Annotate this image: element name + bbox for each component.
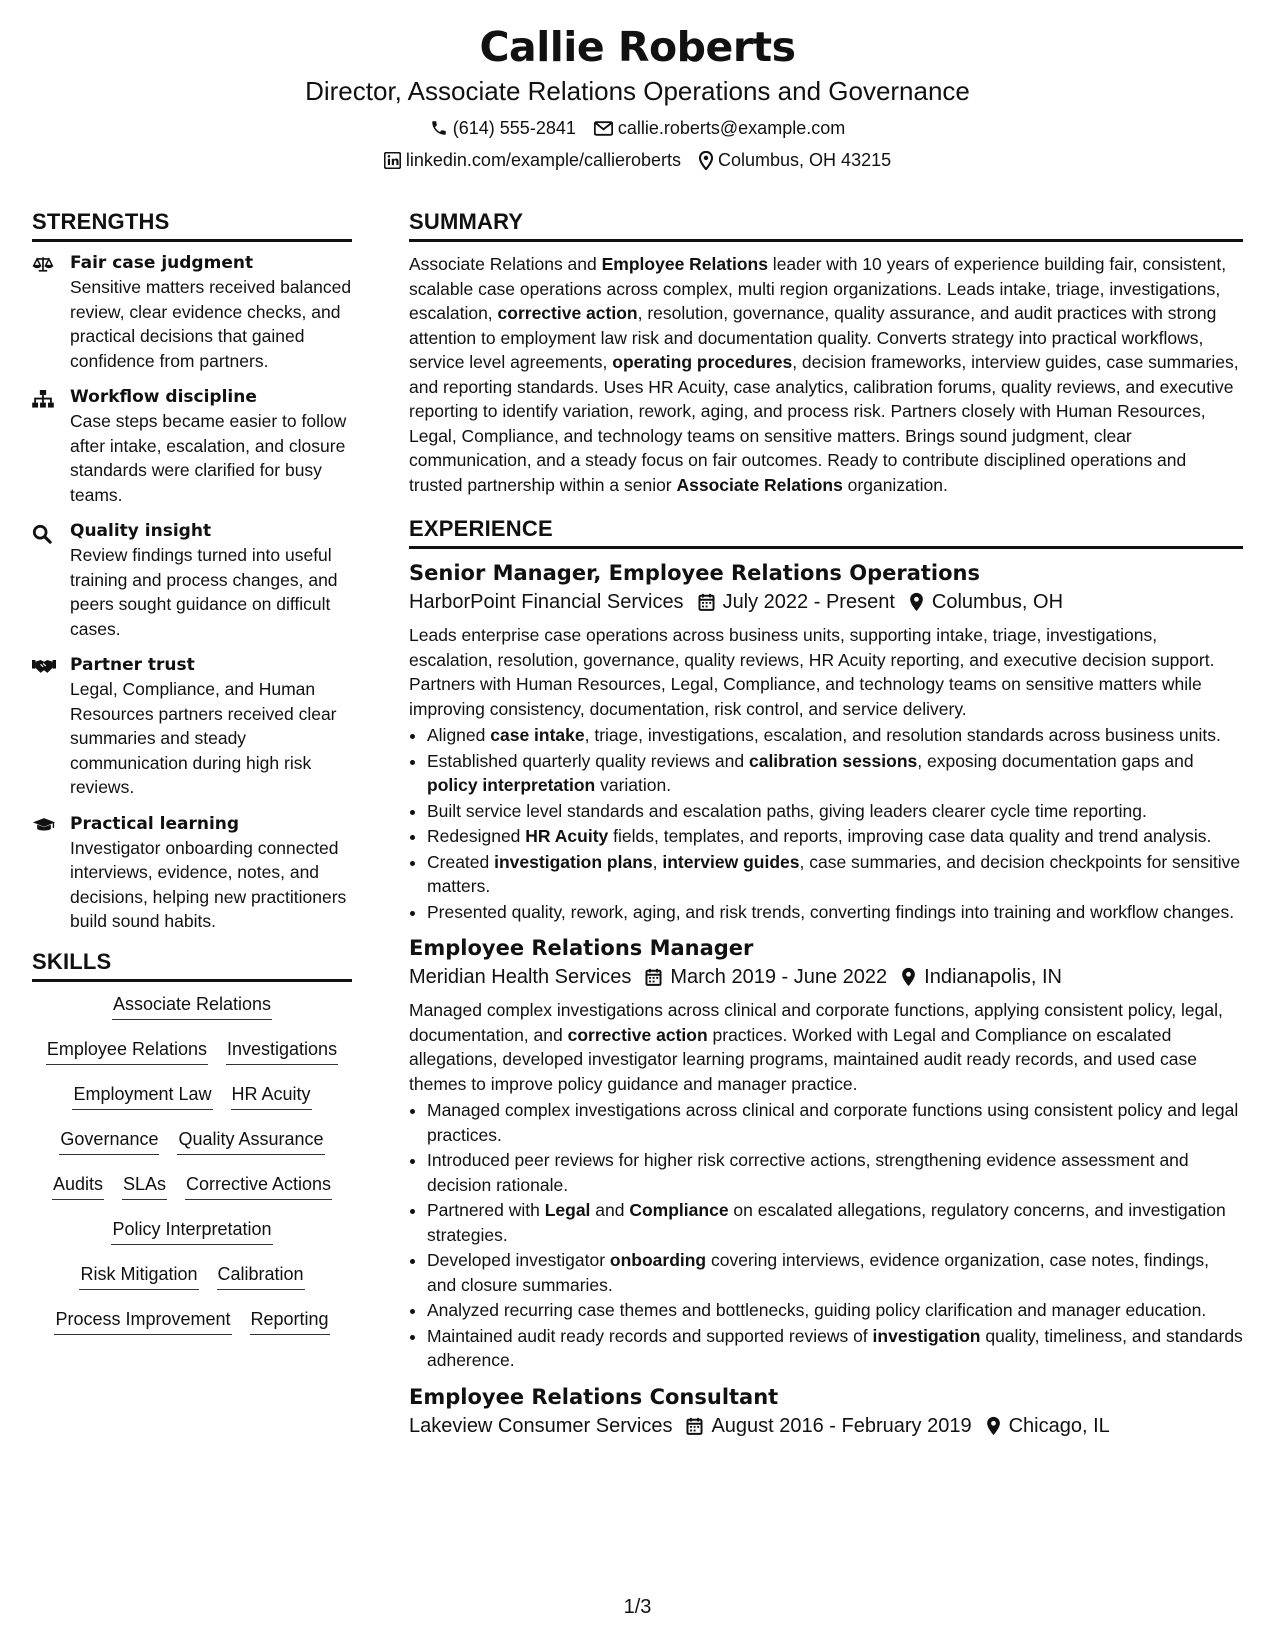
skill-row: [32, 1037, 352, 1082]
text-run: variation.: [595, 775, 672, 795]
text-run: Created: [427, 851, 495, 872]
job-description: [409, 623, 1243, 721]
job-dates-text: July 2022 - Present: [722, 591, 895, 613]
job-title: Senior Manager, Employee Relations Operations: [409, 561, 980, 585]
text-run: Developed investigator: [427, 1250, 610, 1270]
text-run: organization.: [842, 474, 948, 495]
job-location: [909, 587, 1063, 617]
linkedin-contact: [384, 149, 681, 171]
bold-text: investigation: [872, 1325, 981, 1346]
skill-tag: HR Acuity: [231, 1082, 312, 1110]
text-run: Leads enterprise case operations across business units, supporting intake, triage, investigations, escalation, resolution, governance, quality reviews, HR Acuity reporting, and executive decision support. Partners with Human Resources, Legal, Compliance, and technology teams on sensitive matters while improving consistency, documentation, risk control, and service delivery.: [409, 625, 1215, 719]
scale-icon: [32, 252, 70, 373]
text-run: Aligned: [427, 725, 491, 745]
bold-text: onboarding: [609, 1250, 707, 1270]
text-run: , resolution, governance, quality assurance, and audit practices with strong attention to employment law risk and documentation quality. Converts strategy into practical workflows, service level agreements,: [409, 303, 1217, 372]
skill-tag: Employee Relations: [46, 1037, 208, 1065]
job-meta: [409, 587, 1243, 617]
strength-item: [32, 252, 352, 373]
strength-title: Partner trust: [70, 655, 195, 675]
job-location: [986, 1411, 1110, 1441]
linkedin-link[interactable]: linkedin.com/example/callieroberts: [405, 150, 682, 170]
strength-item: [32, 813, 352, 934]
text-run: quality, timeliness, and standards adherence.: [427, 1325, 1243, 1370]
bullet-item: [427, 850, 1243, 899]
phone-icon: [430, 119, 448, 137]
contact-row-1: [0, 117, 1275, 139]
job-entry: [409, 559, 1243, 924]
strengths-heading: STRENGTHS: [32, 208, 352, 242]
candidate-title: Director, Associate Relations Operations and Governance: [305, 76, 970, 106]
job-company: Lakeview Consumer Services: [409, 1414, 673, 1437]
strength-item: [32, 654, 352, 800]
bold-text: corrective action: [567, 1024, 708, 1045]
bullet-item: [427, 1248, 1243, 1297]
location-contact: [699, 149, 891, 171]
job-location-text: Columbus, OH: [931, 591, 1064, 613]
skill-row: [32, 1307, 352, 1352]
strength-desc: Review findings turned into useful training and process changes, and peers sought guidance on difficult cases.: [70, 545, 338, 639]
text-run: Presented quality, rework, aging, and risk trends, converting findings into training and workflow changes.: [427, 901, 1235, 922]
skill-tag: Risk Mitigation: [79, 1262, 198, 1290]
bold-text: case intake: [490, 725, 585, 745]
email-contact: [594, 117, 845, 139]
bullet-item: [427, 1098, 1243, 1147]
text-run: Introduced peer reviews for higher risk corrective actions, strengthening evidence assessment and decision rationale.: [427, 1150, 1189, 1195]
bullet-item: [427, 824, 1243, 849]
job-meta: [409, 1411, 1243, 1441]
text-run: Established quarterly quality reviews and: [427, 750, 749, 771]
strength-desc: Case steps became easier to follow after intake, escalation, and closure standards were clarified for busy teams.: [70, 411, 347, 505]
skill-tag: Quality Assurance: [177, 1127, 324, 1155]
email-link[interactable]: callie.roberts@example.com: [617, 118, 846, 138]
job-dates-text: August 2016 - February 2019: [711, 1414, 972, 1437]
skill-tag: Associate Relations: [112, 992, 272, 1020]
skills-heading: SKILLS: [32, 948, 352, 982]
bold-text: operating procedures: [612, 352, 793, 372]
bullet-item: [427, 1324, 1243, 1373]
bold-text: investigation plans: [494, 851, 653, 872]
calendar-icon: [698, 593, 715, 611]
text-run: , exposing documentation gaps and: [917, 750, 1194, 771]
text-run: Maintained audit ready records and supported reviews of: [427, 1325, 873, 1346]
text-run: Associate Relations and: [409, 254, 602, 274]
right-column: [409, 208, 1243, 1447]
skill-tag: SLAs: [122, 1172, 167, 1200]
text-run: Analyzed recurring case themes and bottlenecks, guiding policy clarification and manager education.: [427, 1300, 1207, 1320]
skill-row: [32, 1217, 352, 1262]
strength-title: Practical learning: [70, 813, 240, 834]
strength-title: Workflow discipline: [70, 387, 257, 407]
bold-text: Legal: [544, 1200, 591, 1220]
bold-text: Associate Relations: [676, 474, 843, 495]
skill-tag: Reporting: [250, 1307, 330, 1335]
bullet-item: [427, 749, 1243, 798]
job-title: Employee Relations Manager: [409, 936, 754, 960]
search-icon: [32, 520, 70, 641]
job-company: Meridian Health Services: [409, 966, 632, 988]
skill-tag: Audits: [52, 1172, 104, 1200]
job-dates: [686, 1411, 971, 1441]
bold-text: Compliance: [629, 1200, 729, 1220]
summary-text: [409, 252, 1243, 497]
map-pin-icon: [909, 592, 924, 612]
location-text: Columbus, OH 43215: [718, 150, 892, 170]
job-description: [409, 998, 1243, 1096]
text-run: covering interviews, evidence organization, case notes, findings, and closure summaries.: [427, 1250, 1210, 1295]
job-location-text: Indianapolis, IN: [924, 966, 1063, 988]
job-bullets: [409, 723, 1243, 924]
text-run: Built service level standards and escalation paths, giving leaders clearer cycle time reporting.: [427, 800, 1147, 821]
linkedin-icon: [384, 152, 401, 169]
text-run: fields, templates, and reports, improving case data quality and trend analysis.: [608, 826, 1212, 846]
text-run: Partnered with: [427, 1200, 545, 1220]
bold-text: HR Acuity: [525, 826, 609, 846]
bullet-item: [427, 900, 1243, 925]
experience-heading: EXPERIENCE: [409, 515, 1243, 549]
handshake-icon: [32, 654, 70, 800]
strength-title: Fair case judgment: [70, 253, 254, 273]
phone-text[interactable]: (614) 555-2841: [452, 118, 576, 138]
job-meta: [409, 962, 1243, 992]
strength-desc: Sensitive matters received balanced review, clear evidence checks, and practical decisions that gained confidence from partners.: [70, 277, 352, 371]
bullet-item: [427, 799, 1243, 824]
phone-contact: [430, 117, 576, 139]
resume-header: [0, 0, 1275, 171]
skill-tag: Governance: [59, 1127, 159, 1155]
job-entry: [409, 934, 1243, 1373]
text-run: , triage, investigations, escalation, and resolution standards across business units.: [584, 725, 1221, 745]
job-company: HarborPoint Financial Services: [409, 591, 684, 613]
map-pin-icon: [901, 967, 916, 987]
job-dates-text: March 2019 - June 2022: [670, 966, 888, 988]
summary-heading: SUMMARY: [409, 208, 1243, 242]
job-location: [901, 962, 1062, 992]
skill-row: [32, 1172, 352, 1217]
strength-item: [32, 520, 352, 641]
skills-list: [32, 992, 352, 1352]
left-column: [32, 208, 352, 1352]
candidate-name: Callie Roberts: [479, 23, 796, 71]
bold-text: Employee Relations: [601, 254, 768, 274]
strength-title: Quality insight: [70, 521, 212, 541]
bold-text: corrective action: [497, 303, 638, 323]
envelope-icon: [594, 121, 613, 136]
bullet-item: [427, 723, 1243, 748]
job-bullets: [409, 1098, 1243, 1373]
skill-tag: Investigations: [226, 1037, 338, 1065]
bold-text: calibration sessions: [748, 750, 918, 771]
text-run: Managed complex investigations across clinical and corporate functions using consistent policy and legal practices.: [427, 1100, 1239, 1145]
text-run: practices. Worked with Legal and Compliance on escalated allegations, developed investigator learning programs, maintained audit ready records, and used case themes to improve policy guidance and manager practice.: [409, 1024, 1197, 1094]
job-dates: [698, 587, 895, 617]
text-run: on escalated allegations, regulatory concerns, and investigation strategies.: [427, 1200, 1226, 1245]
text-run: , case summaries, and decision checkpoints for sensitive matters.: [427, 851, 1241, 896]
skill-tag: Policy Interpretation: [111, 1217, 272, 1245]
skill-row: [32, 1082, 352, 1127]
sitemap-icon: [32, 386, 70, 507]
skill-row: [32, 992, 352, 1037]
text-run: Redesigned: [427, 826, 526, 846]
skill-tag: Process Improvement: [54, 1307, 231, 1335]
page-number: 1/3: [623, 1596, 652, 1618]
bullet-item: [427, 1198, 1243, 1247]
job-location-text: Chicago, IL: [1008, 1414, 1110, 1437]
text-run: leader with 10 years of experience building fair, consistent, scalable case operations across complex, multi region organizations. Leads intake, triage, investigations, escalation,: [409, 254, 1227, 323]
skill-tag: Employment Law: [72, 1082, 212, 1110]
text-run: , decision frameworks, interview guides, case summaries, and reporting standards. Uses HR Acuity, case analytics, calibration forums, quality reviews, and executive reporting to identify variation, rework, aging, and process risk. Partners closely with Human Resources, Legal, Compliance, and technology teams on sensitive matters. Brings sound judgment, clear communication, and a steady focus on fair outcomes. Ready to contribute disciplined operations and trusted partnership within a senior: [409, 352, 1239, 495]
bold-text: interview guides: [662, 851, 800, 872]
text-run: ,: [652, 851, 663, 872]
job-entry: [409, 1383, 1243, 1441]
job-dates: [645, 962, 887, 992]
text-run: Managed complex investigations across clinical and corporate functions, applying consistent policy, legal, documentation, and: [409, 1000, 1223, 1045]
job-title: Employee Relations Consultant: [409, 1384, 779, 1409]
skill-row: [32, 1127, 352, 1172]
map-pin-icon: [986, 1416, 1001, 1436]
bold-text: policy interpretation: [427, 775, 596, 795]
experience-list: [409, 559, 1243, 1441]
calendar-icon: [645, 968, 662, 986]
strength-desc: Legal, Compliance, and Human Resources partners received clear summaries and steady communication during high risk reviews.: [70, 679, 337, 797]
map-pin-icon: [699, 151, 713, 170]
text-run: and: [590, 1200, 630, 1220]
bullet-item: [427, 1298, 1243, 1323]
calendar-icon: [686, 1417, 703, 1435]
skill-row: [32, 1262, 352, 1307]
contact-row-2: [0, 149, 1275, 171]
strength-desc: Investigator onboarding connected interviews, evidence, notes, and decisions, helping new practitioners build sound habits.: [70, 837, 347, 931]
skill-tag: Corrective Actions: [185, 1172, 332, 1200]
bullet-item: [427, 1148, 1243, 1197]
skill-tag: Calibration: [217, 1262, 305, 1290]
graduation-cap-icon: [32, 813, 70, 934]
strength-item: [32, 386, 352, 507]
